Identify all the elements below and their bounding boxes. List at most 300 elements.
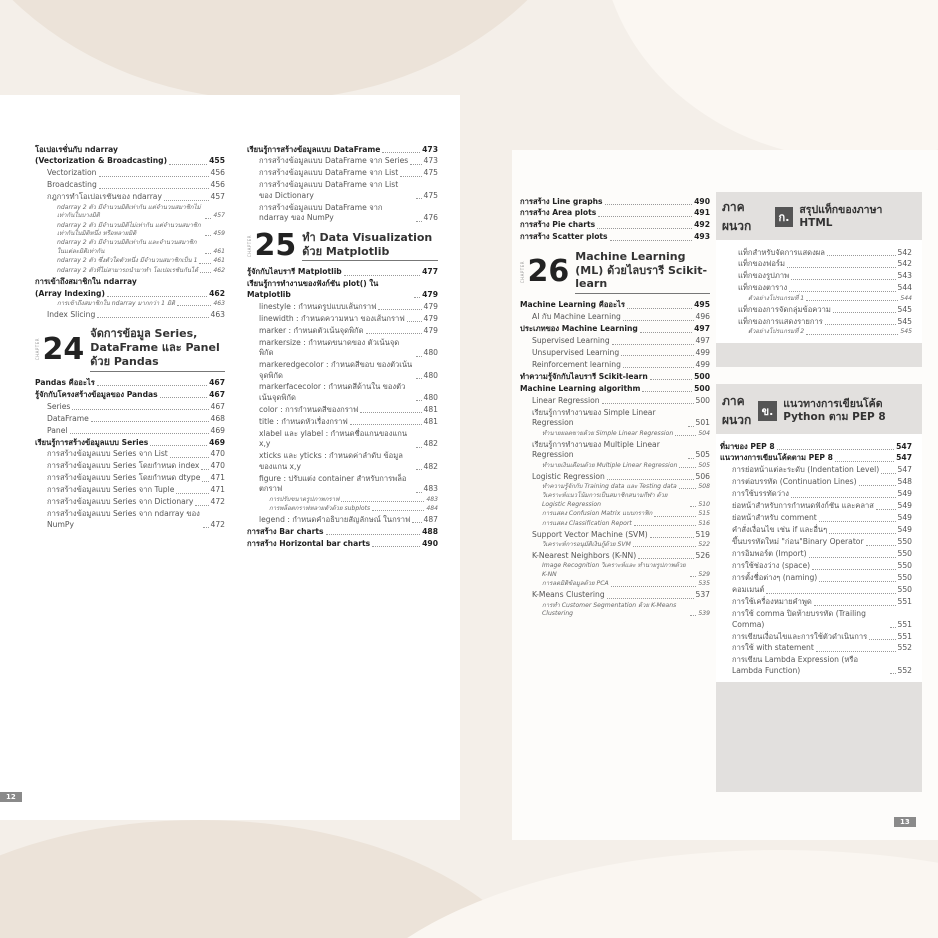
- toc-entry[interactable]: [247, 314, 438, 324]
- toc-entry[interactable]: [720, 609, 912, 630]
- toc-section-entry[interactable]: [35, 289, 225, 299]
- toc-page-number: 510: [698, 500, 710, 508]
- toc-entry-title: markersize : กำหนดขนาดของ ตัวเน้นจุดพิกัด: [259, 337, 400, 358]
- toc-entry[interactable]: [726, 305, 912, 315]
- toc-section-entry[interactable]: [35, 277, 225, 287]
- toc-entry[interactable]: [726, 248, 912, 258]
- toc-entry-title: ndarray 2 ตัว มีจำนวนมิติเท่ากัน แต่จำนวนสมาชิกไม่เท่ากันในบางมิติ: [57, 203, 201, 220]
- dot-leader: [876, 509, 896, 510]
- dot-leader: [777, 449, 895, 450]
- toc-entry[interactable]: [247, 156, 438, 166]
- toc-page-number: 529: [698, 570, 710, 578]
- toc-page-number: 505: [695, 450, 710, 460]
- dot-leader: [414, 297, 420, 298]
- dot-leader: [812, 569, 895, 570]
- toc-entry-title: DataFrame: [47, 413, 89, 423]
- dot-leader: [205, 218, 211, 219]
- toc-section-entry[interactable]: [35, 438, 225, 448]
- dot-leader: [827, 255, 896, 256]
- dot-leader: [416, 492, 422, 493]
- toc-page-number: 457: [210, 192, 225, 202]
- dot-leader: [654, 516, 696, 517]
- toc-entry-title: เรียนรู้การทำงานของ Multiple Linear Regression: [532, 439, 660, 460]
- dot-leader: [99, 176, 209, 177]
- dot-leader: [688, 426, 694, 427]
- chapter-title: ทำ Data Visualization ด้วย Matplotlib: [302, 231, 438, 262]
- chapter-heading: [520, 250, 710, 294]
- toc-entry[interactable]: [247, 180, 438, 201]
- toc-page-number: 545: [897, 316, 912, 326]
- background-shape-top-right: [600, 0, 938, 160]
- toc-page-number: 547: [896, 441, 912, 451]
- dot-leader: [688, 458, 694, 459]
- toc-page-number: 491: [694, 208, 710, 218]
- toc-entry-title: Broadcasting: [47, 180, 97, 190]
- dot-leader: [200, 272, 211, 273]
- dot-leader: [621, 355, 693, 356]
- toc-page-number: 456: [210, 180, 225, 190]
- toc-entry-title: Unsupervised Learning: [532, 348, 620, 357]
- toc-entry[interactable]: [726, 271, 912, 281]
- toc-entry[interactable]: [247, 515, 438, 525]
- toc-page-number: 467: [209, 389, 225, 399]
- toc-column-3: [520, 195, 710, 618]
- toc-subentry[interactable]: [247, 496, 438, 504]
- toc-entry-title: Vectorization: [47, 168, 97, 178]
- toc-page-number: 493: [694, 232, 710, 242]
- dot-leader: [176, 493, 208, 494]
- appendix-b-title: แนวทางการเขียนโค้ด Python ตาม PEP 8: [783, 397, 886, 423]
- toc-entry[interactable]: [726, 283, 912, 293]
- dot-leader: [890, 673, 896, 674]
- toc-entry[interactable]: [720, 597, 912, 607]
- toc-entry[interactable]: [247, 429, 438, 450]
- toc-subentry[interactable]: [520, 602, 710, 619]
- toc-entry-title: Reinforcement learning: [532, 359, 621, 369]
- toc-page-number: 457: [213, 212, 225, 220]
- toc-section-entry[interactable]: [247, 145, 438, 155]
- toc-entry-title: xticks และ yticks : กำหนดค่าลำดับ ข้อมูลของแกน x,y: [259, 451, 403, 471]
- toc-entry-title: Support Vector Machine (SVM): [532, 529, 648, 539]
- toc-page-number: 462: [209, 288, 225, 298]
- dot-leader: [816, 651, 896, 652]
- dot-leader: [164, 200, 209, 201]
- toc-entry-title: แท็กของรูปภาพ: [738, 271, 790, 281]
- toc-entry-title: legend : กำหนดคำอธิบายสัญลักษณ์ ในกราฟ: [259, 514, 411, 524]
- toc-entry-title: การใช้ comma ปิดท้ายบรรทัด (Trailing Comma): [732, 609, 866, 629]
- toc-entry[interactable]: [720, 643, 912, 653]
- toc-page-number: 550: [897, 585, 912, 595]
- toc-entry[interactable]: [520, 551, 710, 561]
- toc-section-entry[interactable]: [247, 527, 438, 537]
- toc-entry[interactable]: [35, 180, 225, 190]
- toc-section-entry[interactable]: [520, 197, 710, 207]
- toc-entry-title: การแสดง Confusion Matrix แบบกราฟิก: [542, 510, 653, 518]
- dot-leader: [638, 558, 693, 559]
- toc-page-number: 471: [210, 485, 225, 495]
- toc-entry[interactable]: [35, 497, 225, 507]
- toc-entry[interactable]: [35, 485, 225, 495]
- toc-entry[interactable]: [247, 417, 438, 427]
- toc-entry-title: การสร้างข้อมูลแบบ Series จาก Dictionary: [47, 497, 194, 507]
- toc-page-number: 472: [210, 519, 225, 529]
- toc-page-number: 501: [695, 418, 710, 428]
- toc-section-entry[interactable]: [247, 539, 438, 549]
- toc-page-number: 535: [698, 580, 710, 588]
- toc-entry-title: markeredgecolor : กำหนดสีขอบ ของตัวเน้นจุดพิกัด: [259, 360, 413, 380]
- toc-subentry[interactable]: [247, 505, 438, 513]
- appendix-b-letter: ข.: [758, 401, 778, 421]
- toc-subentry[interactable]: [35, 239, 225, 256]
- toc-entry-title: การตั้งชื่อต่างๆ (naming): [732, 573, 818, 583]
- toc-entry[interactable]: [35, 473, 225, 483]
- toc-entry[interactable]: [520, 590, 710, 600]
- toc-entry-title: การสร้างข้อมูลแบบ Series โดยกำหนด dtype: [47, 473, 201, 483]
- toc-entry-title: เรียนรู้การสร้างข้อมูลแบบ Series: [35, 437, 149, 447]
- toc-section-entry[interactable]: [520, 384, 710, 394]
- toc-page-number: 539: [698, 609, 710, 617]
- toc-entry[interactable]: [247, 474, 438, 495]
- toc-page-number: 500: [694, 371, 710, 381]
- toc-entry-title: AI กับ Machine Learning: [532, 312, 621, 322]
- toc-section-entry[interactable]: [720, 442, 912, 452]
- dot-leader: [623, 320, 694, 321]
- toc-entry[interactable]: [720, 513, 912, 523]
- toc-entry[interactable]: [720, 489, 912, 499]
- toc-section-entry[interactable]: [247, 267, 438, 277]
- dot-leader: [890, 627, 896, 628]
- toc-page-number: 473: [423, 156, 438, 166]
- dot-leader: [205, 253, 211, 254]
- toc-entry[interactable]: [720, 632, 912, 642]
- toc-entry[interactable]: [247, 168, 438, 178]
- toc-entry-title: xlabel และ ylabel : กำหนดชื่อแกนของแกน x,y: [259, 428, 408, 449]
- toc-subentry[interactable]: [35, 222, 225, 239]
- dot-leader: [690, 506, 696, 507]
- toc-section-entry[interactable]: [247, 279, 438, 300]
- dot-leader: [650, 537, 694, 538]
- toc-entry[interactable]: [35, 449, 225, 459]
- toc-entry-title: marker : กำหนดตัวเน้นจุดพิกัด: [259, 325, 364, 335]
- toc-page-number: 459: [213, 230, 225, 238]
- dot-leader: [602, 403, 694, 404]
- dot-leader: [344, 275, 420, 276]
- dot-leader: [806, 334, 898, 335]
- dot-leader: [766, 593, 895, 594]
- toc-page-number: 505: [698, 461, 710, 469]
- chapter-title: จัดการข้อมูล Series, DataFrame และ Panel ด้วย Pandas: [90, 327, 225, 371]
- toc-page-number: 504: [698, 429, 710, 437]
- appendix-a-box: [716, 192, 922, 367]
- toc-entry-title: การเข้าถึงสมาชิกใน ndarray มากกว่า 1 มิติ: [57, 300, 175, 308]
- toc-section-entry[interactable]: [720, 453, 912, 463]
- toc-entry-title: K-Nearest Neighbors (K-NN): [532, 550, 637, 560]
- toc-entry[interactable]: [520, 396, 710, 406]
- chapter-number: 26: [527, 254, 570, 289]
- toc-entry[interactable]: [520, 408, 710, 429]
- toc-page-number: 480: [423, 348, 438, 358]
- dot-leader: [819, 521, 896, 522]
- toc-subentry[interactable]: [726, 295, 912, 303]
- toc-page-number: 463: [210, 309, 225, 319]
- toc-entry[interactable]: [726, 317, 912, 327]
- toc-entry-title: การสร้างข้อมูลแบบ Series จาก Tuple: [47, 485, 175, 495]
- toc-entry-title: การสร้างข้อมูลแบบ DataFrame จาก Series: [259, 156, 409, 166]
- dot-leader: [598, 216, 692, 217]
- toc-entry[interactable]: [247, 302, 438, 312]
- toc-entry[interactable]: [35, 414, 225, 424]
- toc-entry-title: color : การกำหนดสีของกราฟ: [259, 404, 359, 414]
- dot-leader: [607, 598, 694, 599]
- dot-leader: [416, 356, 422, 357]
- toc-section-entry[interactable]: [520, 232, 710, 242]
- toc-page-number: 549: [897, 489, 912, 499]
- dot-leader: [205, 235, 211, 236]
- dot-leader: [690, 576, 696, 577]
- toc-page-number: 497: [694, 324, 710, 334]
- toc-page-number: 472: [210, 497, 225, 507]
- toc-page-number: 550: [897, 561, 912, 571]
- toc-page-number: 542: [897, 247, 912, 257]
- dot-leader: [833, 312, 896, 313]
- dot-leader: [97, 317, 208, 318]
- toc-entry[interactable]: [35, 402, 225, 412]
- left-page: [0, 95, 460, 820]
- toc-entry-title: linewidth : กำหนดความหนา ของเส้นกราฟ: [259, 313, 405, 323]
- toc-entry-title: ทำความรู้จักกับ Training data และ Testing data: [542, 483, 677, 490]
- toc-subentry[interactable]: [520, 580, 710, 588]
- toc-entry[interactable]: [35, 426, 225, 436]
- toc-entry[interactable]: [247, 451, 438, 472]
- toc-section-entry[interactable]: [35, 390, 225, 400]
- toc-entry[interactable]: [720, 477, 912, 487]
- toc-entry-title: ทำความรู้จักกับไลบรารี Scikit-learn: [520, 371, 648, 381]
- toc-entry[interactable]: [720, 549, 912, 559]
- appendix-b-box: [716, 384, 922, 792]
- toc-column-1: [35, 143, 225, 530]
- toc-page-number: 550: [897, 537, 912, 547]
- toc-subentry[interactable]: [520, 483, 710, 491]
- toc-entry-title: การเขียนเงื่อนไขและการใช้ตัวดำเนินการ: [732, 631, 868, 641]
- toc-page-number: 549: [897, 513, 912, 523]
- toc-entry-title: การพล็อตกราฟหลายตัวด้วย subplots: [269, 505, 371, 513]
- toc-page-number: 483: [426, 495, 438, 503]
- toc-page-number: 550: [897, 549, 912, 559]
- toc-entry[interactable]: [247, 405, 438, 415]
- toc-page-number: 480: [423, 392, 438, 402]
- toc-page-number: 542: [897, 259, 912, 269]
- toc-page-number: 482: [423, 439, 438, 449]
- toc-entry[interactable]: [520, 360, 710, 370]
- toc-page-number: 455: [209, 156, 225, 166]
- toc-entry[interactable]: [35, 509, 225, 530]
- toc-section-entry[interactable]: [35, 378, 225, 388]
- toc-entry-title: ย่อหน้าสำหรับ comment: [732, 513, 817, 523]
- toc-entry-title: ndarray 2 ตัวที่ไม่สามารถนำมาทำ โอเปอเรชันกันได้: [57, 266, 199, 274]
- toc-page-number: 549: [897, 501, 912, 511]
- toc-subentry[interactable]: [35, 267, 225, 275]
- dot-leader: [633, 546, 697, 547]
- toc-entry-title: แท็กสำหรับจัดการแสดงผล: [738, 247, 825, 257]
- toc-entry-title: การสร้างข้อมูลแบบ DataFrame จาก ndarray ของ NumPy: [259, 202, 383, 223]
- toc-entry[interactable]: [247, 326, 438, 336]
- toc-entry-title: การเข้าถึงสมาชิกใน ndarray: [35, 276, 137, 286]
- dot-leader: [675, 435, 696, 436]
- toc-page-number: 483: [423, 484, 438, 494]
- toc-page-number: 479: [423, 301, 438, 311]
- toc-page-number: 476: [423, 213, 438, 223]
- dot-leader: [378, 309, 421, 310]
- dot-leader: [350, 424, 422, 425]
- toc-entry[interactable]: [35, 461, 225, 471]
- toc-section-entry[interactable]: [520, 324, 710, 334]
- toc-page-number: 551: [897, 619, 912, 629]
- toc-page-number: 463: [213, 300, 225, 308]
- toc-entry[interactable]: [520, 312, 710, 322]
- toc-entry[interactable]: [720, 573, 912, 583]
- toc-entry-title: markerfacecolor : กำหนดสีด้านใน ของตัวเน้นจุดพิกัด: [259, 382, 406, 402]
- toc-subentry[interactable]: [35, 300, 225, 308]
- toc-page-number: 461: [213, 247, 225, 255]
- toc-page-number: 471: [210, 473, 225, 483]
- toc-entry[interactable]: [520, 336, 710, 346]
- dot-leader: [416, 378, 422, 379]
- toc-entry[interactable]: [35, 192, 225, 202]
- toc-entry-title: ndarray 2 ตัว มีจำนวนมิติไม่เท่ากัน แต่จำนวนสมาชิกเท่ากันในมิติหนึ่ง หรือหลายมิติ: [57, 221, 201, 238]
- toc-entry-title: Series: [47, 401, 71, 411]
- toc-entry-title: วิเคราะห์การอนุมัติเงินกู้ด้วย SVM: [542, 541, 631, 548]
- toc-entry-title: การเขียน Lambda Expression (หรือ Lambda Function): [732, 655, 859, 675]
- toc-section-entry[interactable]: [520, 300, 710, 310]
- toc-entry[interactable]: [247, 203, 438, 224]
- toc-entry-title: การสร้าง Horizontal bar charts: [247, 538, 371, 548]
- toc-subentry[interactable]: [520, 510, 710, 518]
- toc-subentry[interactable]: [35, 257, 225, 265]
- toc-page-number: 469: [210, 425, 225, 435]
- toc-entry-title: การใช้บรรทัดว่าง: [732, 489, 789, 499]
- toc-entry-title: Pandas คืออะไร: [35, 377, 95, 387]
- appendix-b-entries: [716, 434, 922, 682]
- toc-subentry[interactable]: [35, 204, 225, 221]
- dot-leader: [605, 204, 693, 205]
- toc-page-number: 492: [694, 220, 710, 230]
- toc-entry[interactable]: [520, 530, 710, 540]
- toc-entry[interactable]: [247, 360, 438, 381]
- dot-leader: [610, 240, 693, 241]
- toc-entry[interactable]: [720, 501, 912, 511]
- toc-entry[interactable]: [720, 465, 912, 475]
- toc-entry[interactable]: [35, 168, 225, 178]
- toc-entry[interactable]: [720, 561, 912, 571]
- dot-leader: [91, 421, 209, 422]
- toc-entry-title: การปรับขนาดรูปภาพกราฟ: [269, 495, 340, 503]
- toc-entry-title: แท็กของการจัดกลุ่มข้อความ: [738, 304, 831, 314]
- toc-entry-title: การใช้เครื่องหมายคำพูด: [732, 597, 812, 607]
- toc-entry[interactable]: [720, 585, 912, 595]
- toc-entry-title: ndarray 2 ตัว ซึ่งตัวใดตัวหนึ่ง มีจำนวนสมาชิกเป็น 1: [57, 257, 198, 265]
- dot-leader: [366, 333, 422, 334]
- toc-page-number: 506: [695, 471, 710, 481]
- toc-page-number: 547: [897, 465, 912, 475]
- chapter-label: CHAPTER: [35, 338, 40, 361]
- dot-leader: [407, 321, 422, 322]
- toc-subentry[interactable]: [520, 520, 710, 528]
- dot-leader: [412, 522, 421, 523]
- toc-page-number: 470: [210, 449, 225, 459]
- dot-leader: [203, 527, 209, 528]
- dot-leader: [382, 152, 420, 153]
- toc-subentry[interactable]: [520, 562, 710, 579]
- toc-page-number: 515: [698, 510, 710, 518]
- toc-entry-title: รู้จักกับโครงสร้างข้อมูลของ Pandas: [35, 389, 158, 399]
- toc-entry-title: การทำ Customer Segmentation ด้วย K-Means Clustering: [542, 601, 677, 617]
- toc-subentry[interactable]: [726, 328, 912, 336]
- toc-page-number: 551: [897, 597, 912, 607]
- toc-section-entry[interactable]: [520, 208, 710, 218]
- dot-leader: [835, 461, 894, 462]
- toc-page-number: 543: [897, 271, 912, 281]
- toc-entry-title: เรียนรู้การทำงานของ Simple Linear Regression: [532, 407, 656, 428]
- toc-entry-title: วิเคราะห์แนวโน้มการเป็นสมาชิกสนามกีฬา ด้วย Logistic Regression: [542, 492, 668, 508]
- toc-entry-title: โอเปอเรชั่นกับ ndarray: [35, 144, 118, 154]
- toc-page-number: 479: [423, 325, 438, 335]
- toc-page-number: 469: [209, 437, 225, 447]
- toc-entry[interactable]: [720, 537, 912, 547]
- dot-leader: [199, 263, 211, 264]
- chapter-label: CHAPTER: [520, 260, 525, 284]
- toc-entry-title: ประเภทของ Machine Learning: [520, 324, 638, 334]
- toc-entry-title: (Vectorization & Broadcasting): [35, 156, 168, 166]
- dot-leader: [195, 505, 208, 506]
- toc-entry-title: figure : ปรับแต่ง container สำหรับการพล็อตกราฟ: [259, 473, 407, 494]
- toc-entry-title: การต่อบรรทัด (Continuation Lines): [732, 477, 857, 487]
- toc-section-entry[interactable]: [520, 372, 710, 382]
- toc-entry[interactable]: [726, 259, 912, 269]
- toc-page-number: 499: [695, 348, 710, 357]
- toc-page-number: 526: [695, 550, 710, 560]
- toc-entry[interactable]: [720, 655, 912, 676]
- dot-leader: [169, 164, 207, 165]
- toc-section-entry[interactable]: [35, 145, 225, 155]
- toc-entry[interactable]: [247, 338, 438, 359]
- toc-subentry[interactable]: [520, 541, 710, 549]
- toc-entry[interactable]: [520, 348, 710, 358]
- toc-entry[interactable]: [247, 382, 438, 403]
- toc-subentry[interactable]: [520, 462, 710, 470]
- dot-leader: [859, 485, 896, 486]
- dot-leader: [416, 221, 422, 222]
- toc-page-number: 461: [213, 257, 225, 265]
- toc-page-number: 480: [423, 370, 438, 380]
- toc-entry[interactable]: [520, 440, 710, 461]
- toc-entry-title: การสร้างข้อมูลแบบ Series จาก ndarray ของ NumPy: [47, 509, 200, 529]
- toc-section-entry[interactable]: [35, 156, 225, 166]
- toc-entry-title: ทำนายเงินเดือนด้วย Multiple Linear Regression: [542, 461, 678, 469]
- toc-page-number: 549: [897, 525, 912, 535]
- dot-leader: [881, 473, 895, 474]
- toc-entry-title: K-Means Clustering: [532, 590, 605, 600]
- toc-entry[interactable]: [720, 525, 912, 535]
- toc-entry[interactable]: [35, 310, 225, 320]
- dot-leader: [372, 546, 420, 547]
- toc-page-number: 467: [210, 401, 225, 411]
- toc-section-entry[interactable]: [520, 220, 710, 230]
- toc-page-number: 481: [423, 416, 438, 426]
- toc-subentry[interactable]: [520, 492, 710, 509]
- toc-entry[interactable]: [520, 472, 710, 482]
- toc-subentry[interactable]: [520, 430, 710, 438]
- toc-entry-title: linestyle : กำหนดรูปแบบเส้นกราฟ: [259, 301, 377, 311]
